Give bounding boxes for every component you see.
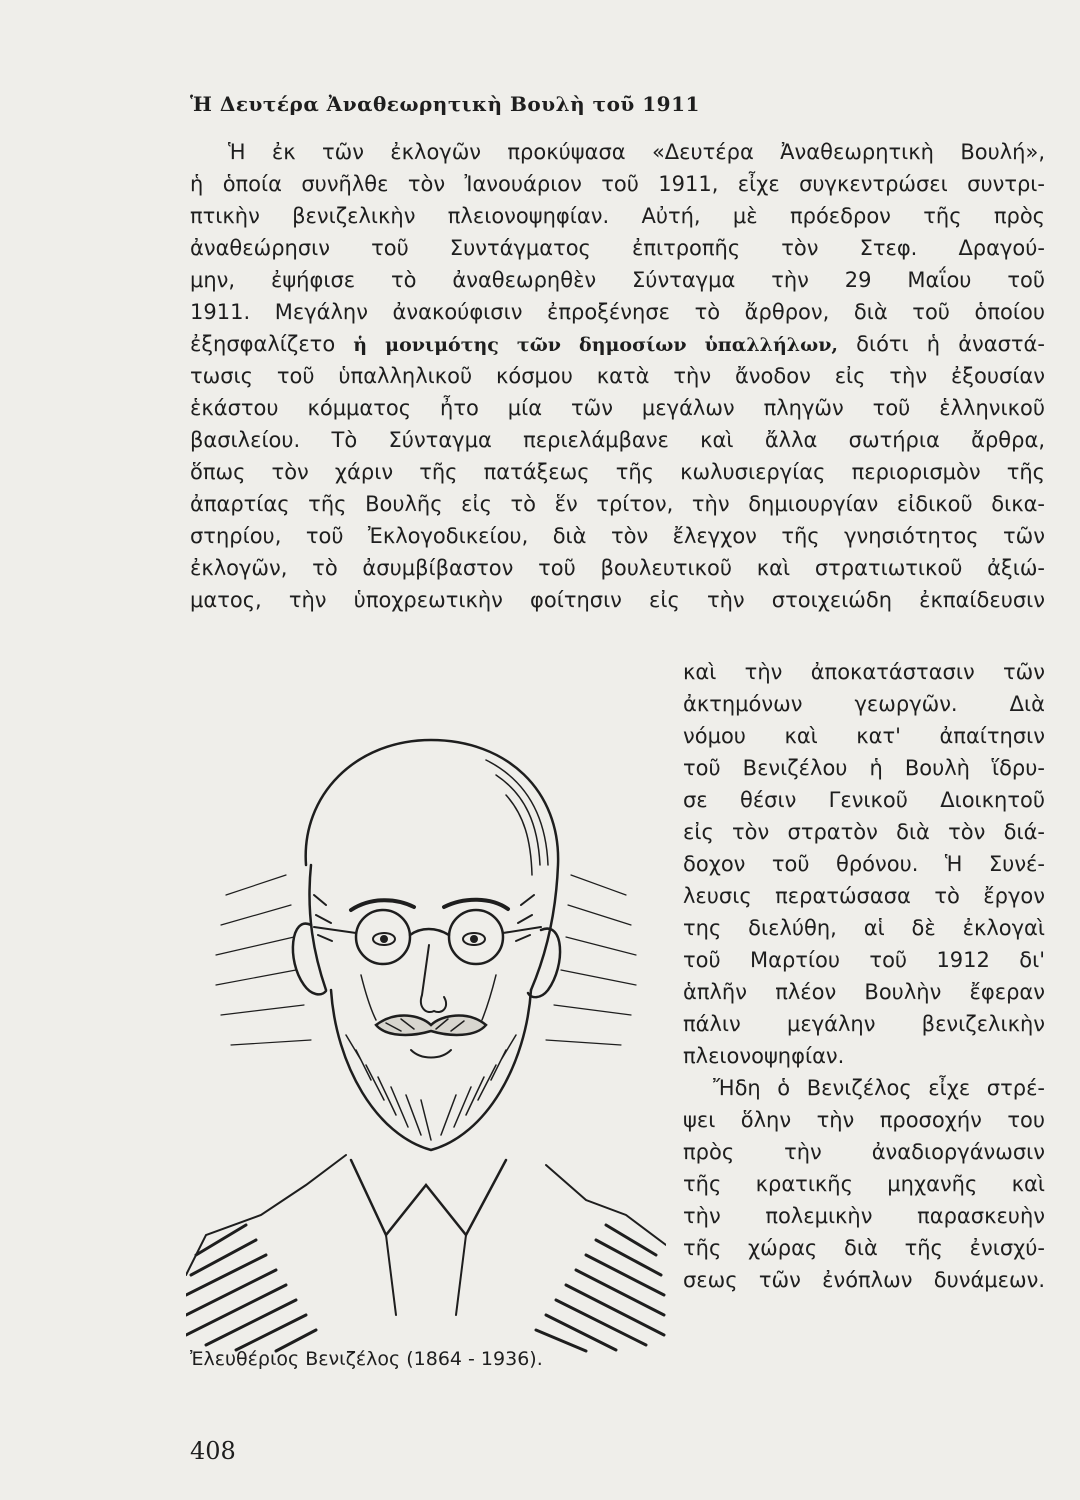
paragraph-line: 1911. Μεγάλην ἀνακούφισιν ἐπροξένησε τὸ ἄρθρον, διὰ τοῦ ὁποίου	[190, 300, 1045, 324]
column-line: πάλιν μεγάλην βενιζελικὴν	[683, 1012, 1045, 1036]
paragraph-line-with-bold	[190, 332, 1045, 357]
section-heading: Ἡ Δευτέρα Ἀναθεωρητικὴ Βουλὴ τοῦ 1911	[190, 92, 700, 116]
column-line: τοῦ Βενιζέλου ἡ Βουλὴ ἵδρυ-	[683, 756, 1045, 780]
paragraph-line: ἡ ὁποία συνῆλθε τὸν Ἰανουάριον τοῦ 1911, εἶχε συγκεντρώσει συντρι-	[190, 172, 1045, 196]
column-line: ἀκτημόνων γεωργῶν. Διὰ	[683, 692, 1045, 716]
paragraph-line: ἑκάστου κόμματος ἦτο μία τῶν μεγάλων πληγῶν τοῦ ἑλληνικοῦ	[190, 396, 1045, 420]
paragraph-line: ἀναθεώρησιν τοῦ Συντάγματος ἐπιτροπῆς τὸν Στεφ. Δραγού-	[190, 236, 1045, 260]
column-line: νόμου καὶ κατ' ἀπαίτησιν	[683, 724, 1045, 748]
page-number: 408	[190, 1437, 236, 1465]
bold-phrase: ἡ μονιμότης τῶν δημοσίων ὑπαλλήλων,	[353, 334, 838, 356]
paragraph-line: ἀπαρτίας τῆς Βουλῆς εἰς τὸ ἕν τρίτον, τὴν δημιουργίαν εἰδικοῦ δικα-	[190, 492, 1045, 516]
column-line: εἰς τὸν στρατὸν διὰ τὸν διά-	[683, 820, 1045, 844]
paragraph-line: ὅπως τὸν χάριν τῆς πατάξεως τῆς κωλυσιεργίας περιορισμὸν τῆς	[190, 460, 1045, 484]
column-line: τοῦ Μαρτίου τοῦ 1912 δι'	[683, 948, 1045, 972]
column-line: της διελύθη, αἱ δὲ ἐκλογαὶ	[683, 916, 1045, 940]
portrait-illustration	[186, 715, 666, 1355]
paragraph-line: πτικὴν βενιζελικὴν πλειονοψηφίαν. Αὐτή, μὲ πρόεδρον τῆς πρὸς	[190, 204, 1045, 228]
paragraph-line: βασιλείου. Τὸ Σύνταγμα περιελάμβανε καὶ ἄλλα σωτήρια ἄρθρα,	[190, 428, 1045, 452]
column-line: ψει ὅλην τὴν προσοχήν του	[683, 1108, 1045, 1132]
column-line: σε θέσιν Γενικοῦ Διοικητοῦ	[683, 788, 1045, 812]
column-line: τῆς κρατικῆς μηχανῆς καὶ	[683, 1172, 1045, 1196]
column-line: ἁπλῆν πλέον Βουλὴν ἔφεραν	[683, 980, 1045, 1004]
paragraph-line: μην, ἐψήφισε τὸ ἀναθεωρηθὲν Σύνταγμα τὴν 29 Μαΐου τοῦ	[190, 268, 1045, 292]
paragraph-line: τωσις τοῦ ὑπαλληλικοῦ κόσμου κατὰ τὴν ἄνοδον εἰς τὴν ἐξουσίαν	[190, 364, 1045, 388]
paragraph-line: ἐκλογῶν, τὸ ἀσυμβίβαστον τοῦ βουλευτικοῦ καὶ στρατιωτικοῦ ἀξιώ-	[190, 556, 1045, 580]
paragraph-line: στηρίου, τοῦ Ἐκλογοδικείου, διὰ τὸν ἔλεγχον τῆς γνησιότητος τῶν	[190, 524, 1045, 548]
column-line: πρὸς τὴν ἀναδιοργάνωσιν	[683, 1140, 1045, 1164]
column-line: λευσις περατώσασα τὸ ἔργον	[683, 884, 1045, 908]
column-line: δοχον τοῦ θρόνου. Ἡ Συνέ-	[683, 852, 1045, 876]
figure-caption: Ἐλευθέριος Βενιζέλος (1864 - 1936).	[190, 1348, 543, 1370]
column-line: πλειονοψηφίαν.	[683, 1044, 845, 1068]
paragraph-line: Ἡ ἐκ τῶν ἐκλογῶν προκύψασα «Δευτέρα Ἀναθεωρητικὴ Βουλή»,	[228, 140, 1045, 164]
column-line: καὶ τὴν ἀποκατάστασιν τῶν	[683, 660, 1045, 684]
column-line: τῆς χώρας διὰ τῆς ἐνισχύ-	[683, 1236, 1045, 1260]
line-text: ἐξησφαλίζετο	[190, 332, 354, 356]
column-line: σεως τῶν ἐνόπλων δυνάμεων.	[683, 1268, 1045, 1292]
column-line: Ἤδη ὁ Βενιζέλος εἶχε στρέ-	[713, 1076, 1045, 1100]
column-line: τὴν πολεμικὴν παρασκευὴν	[683, 1204, 1045, 1228]
paragraph-line: ματος, τὴν ὑποχρεωτικὴν φοίτησιν εἰς τὴν στοιχειώδη ἐκπαίδευσιν	[190, 588, 1045, 612]
line-text: διότι ἡ ἀναστά-	[838, 332, 1045, 356]
